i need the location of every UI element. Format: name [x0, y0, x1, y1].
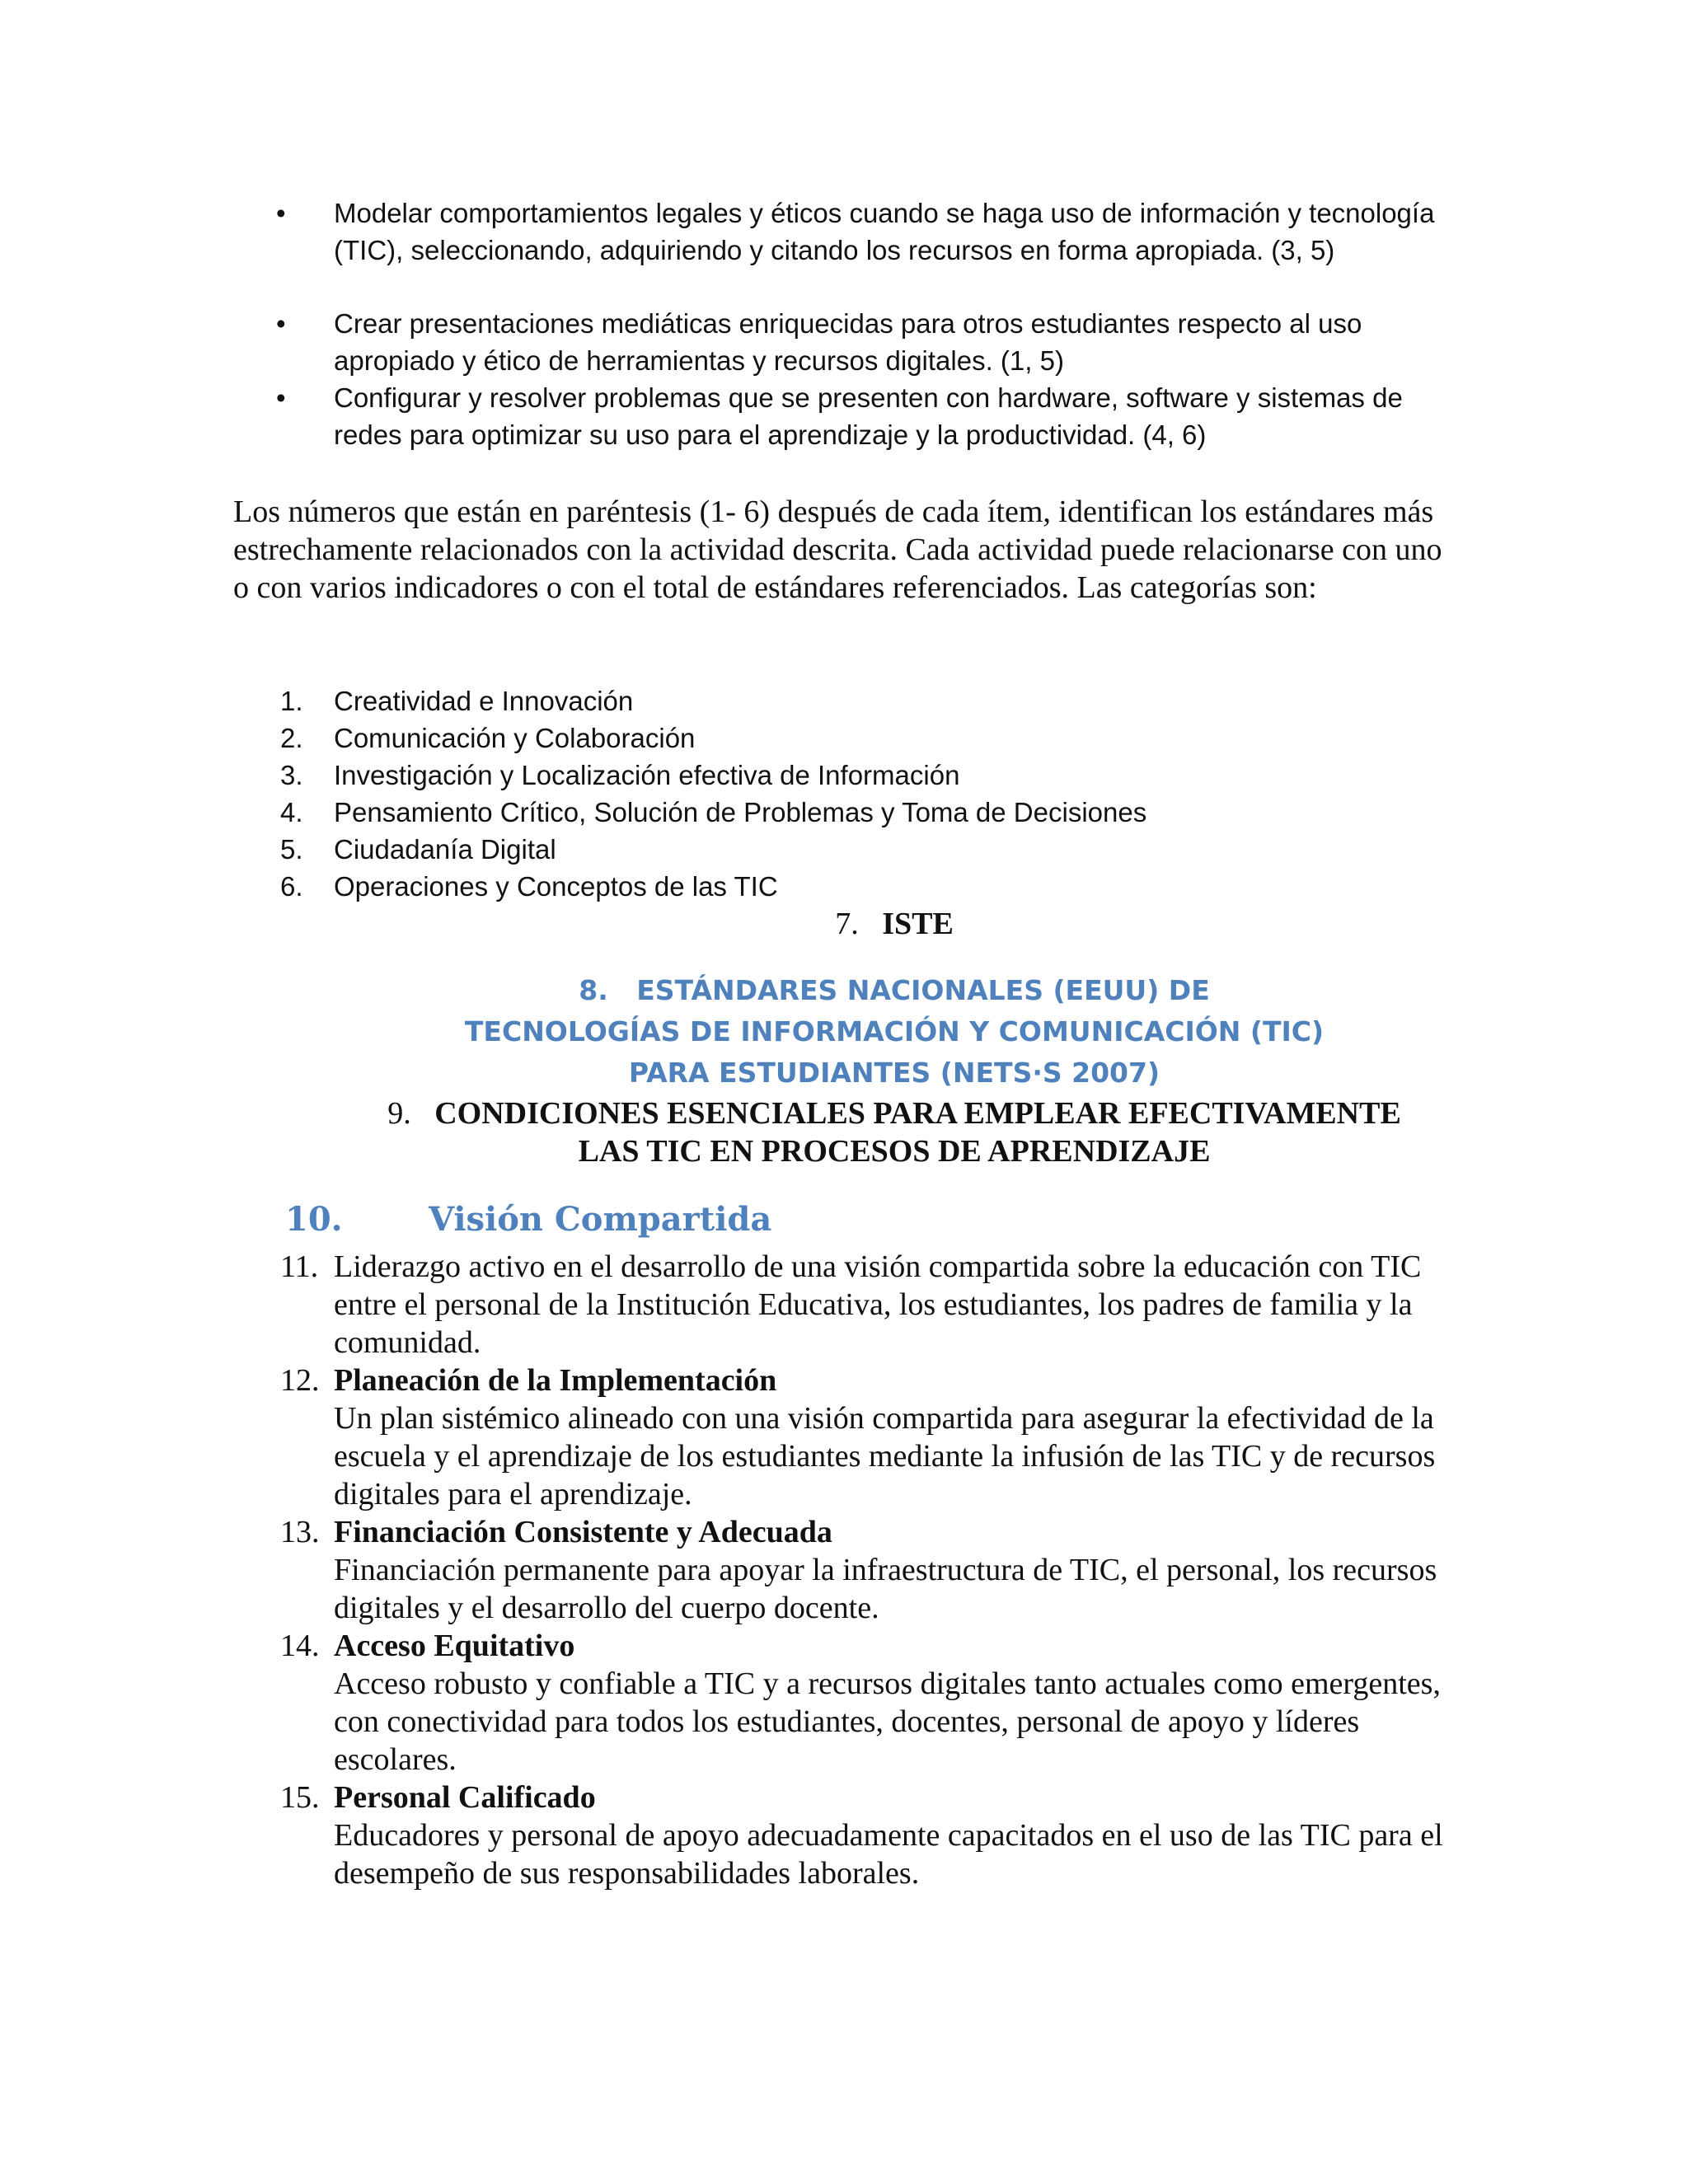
heading-line: TECNOLOGÍAS DE INFORMACIÓN Y COMUNICACIÓN (TIC): [464, 1015, 1325, 1047]
condition-text: Financiación permanente para apoyar la infraestructura de TIC, el personal, los recursos digitales y el desarrollo del cuerpo docente.: [334, 1553, 1437, 1625]
category-item: [280, 719, 1187, 757]
category-item: [280, 757, 1187, 794]
condition-item: [280, 1627, 1467, 1779]
category-label: Comunicación y Colaboración: [334, 723, 696, 753]
category-number: 4.: [280, 797, 303, 827]
condition-item: [280, 1361, 1467, 1513]
condition-title: Financiación Consistente y Adecuada: [334, 1515, 832, 1549]
condition-number: 12.: [280, 1363, 320, 1398]
heading-iste: [0, 905, 1688, 943]
heading-number: 8.: [579, 974, 608, 1006]
bullet-item: [276, 379, 1467, 453]
condition-text: Un plan sistémico alineado con una visión compartida para asegurar la efectividad de la escuela y el aprendizaje de los estudiantes mediante la infusión de las TIC y de recursos digitales para el aprendizaje.: [334, 1401, 1436, 1511]
bullet-marker: •: [276, 382, 286, 413]
heading-shared-vision: [285, 1197, 771, 1243]
heading-nets: [0, 970, 1688, 1011]
category-label: Investigación y Localización efectiva de Información: [334, 760, 960, 790]
heading-text: Visión Compartida: [429, 1200, 772, 1239]
bullet-item: [276, 305, 1467, 379]
condition-text: Acceso robusto y confiable a TIC y a recursos digitales tanto actuales como emergentes, con conectividad para todos los estudiantes, docentes, personal de apoyo y líderes escolares.: [334, 1666, 1441, 1777]
condition-title: Acceso Equitativo: [334, 1629, 575, 1663]
heading-line: ESTÁNDARES NACIONALES (EEUU) DE: [636, 974, 1210, 1006]
condition-title: Planeación de la Implementación: [334, 1363, 777, 1398]
heading-line: LAS TIC EN PROCESOS DE APRENDIZAJE: [578, 1134, 1211, 1169]
category-number: 3.: [280, 760, 303, 790]
heading-line: CONDICIONES ESENCIALES PARA EMPLEAR EFECTIVAMENTE: [434, 1096, 1401, 1131]
heading-number: 7.: [835, 907, 859, 941]
bullet-text: Modelar comportamientos legales y éticos cuando se haga uso de información y tecnología (TIC), seleccionando, adquiriendo y citando los recursos en forma apropiada. (3, 5): [334, 198, 1435, 265]
category-item: [280, 794, 1187, 831]
intro-paragraph: Los números que están en paréntesis (1- 6) después de cada ítem, identifican los estándares más estrechamente relacionados con la actividad descrita. Cada actividad puede relacionarse con uno o con varios indicadores o con el total de estándares referenciados. Las categorías son:: [233, 494, 1442, 605]
category-item: [280, 682, 1187, 719]
condition-number: 11.: [280, 1249, 319, 1284]
heading-conditions: [0, 1094, 1688, 1132]
heading-text: ISTE: [882, 907, 954, 941]
heading-number: 10.: [285, 1200, 343, 1239]
bullet-marker: •: [276, 308, 286, 339]
category-label: Creatividad e Innovación: [334, 686, 634, 716]
condition-item: [280, 1779, 1467, 1892]
category-number: 6.: [280, 871, 303, 902]
condition-text: Liderazgo activo en el desarrollo de una visión compartida sobre la educación con TIC entre el personal de la Institución Educativa, los estudiantes, los padres de familia y la comunidad.: [334, 1249, 1422, 1360]
heading-line: PARA ESTUDIANTES (NETS·S 2007): [628, 1057, 1160, 1089]
category-number: 2.: [280, 723, 303, 753]
condition-item: [280, 1248, 1467, 1361]
condition-text: Educadores y personal de apoyo adecuadamente capacitados en el uso de las TIC para el desempeño de sus responsabilidades laborales.: [334, 1818, 1443, 1891]
condition-title: Personal Calificado: [334, 1780, 596, 1815]
bullet-marker: •: [276, 198, 286, 228]
category-number: 1.: [280, 686, 303, 716]
condition-number: 14.: [280, 1629, 320, 1663]
heading-number: 9.: [387, 1096, 411, 1131]
bullet-text: Crear presentaciones mediáticas enriquecidas para otros estudiantes respecto al uso apropiado y ético de herramientas y recursos digitales. (1, 5): [334, 308, 1362, 376]
category-label: Ciudadanía Digital: [334, 834, 556, 865]
category-item: [280, 831, 1187, 868]
condition-number: 13.: [280, 1515, 320, 1549]
category-item: [280, 868, 1187, 905]
category-number: 5.: [280, 834, 303, 865]
category-label: Operaciones y Conceptos de las TIC: [334, 871, 778, 902]
condition-item: [280, 1513, 1467, 1627]
category-label: Pensamiento Crítico, Solución de Problemas y Toma de Decisiones: [334, 797, 1147, 827]
bullet-item: [276, 194, 1467, 269]
bullet-text: Configurar y resolver problemas que se presenten con hardware, software y sistemas de redes para optimizar su uso para el aprendizaje y la productividad. (4, 6): [334, 382, 1403, 450]
condition-number: 15.: [280, 1780, 320, 1815]
